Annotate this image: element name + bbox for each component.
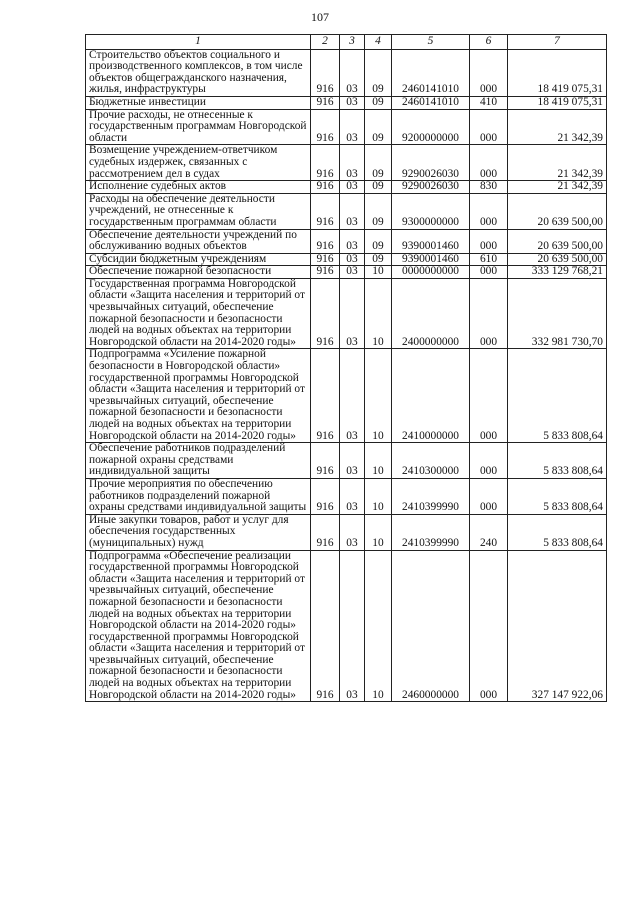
row-name-cell: Строительство объектов социального и производственного комплексов, в том числе объектов общегражданского назначения, жилья, инфраструктуры (86, 49, 311, 96)
row-c4-cell: 09 (365, 253, 392, 266)
row-c6-cell: 240 (470, 514, 508, 550)
table-row (86, 443, 607, 479)
table-row (86, 478, 607, 514)
row-c6-cell: 000 (470, 229, 508, 253)
row-name-cell: Бюджетные инвестиции (86, 96, 311, 109)
row-c5-cell: 0000000000 (392, 266, 470, 279)
table-row (86, 266, 607, 279)
row-c3-cell: 03 (340, 253, 365, 266)
row-name-cell: Прочие расходы, не отнесенные к государственным программам Новгородской области (86, 109, 311, 145)
row-c2-cell: 916 (311, 193, 340, 229)
row-c3-cell: 03 (340, 49, 365, 96)
row-c4-cell: 09 (365, 96, 392, 109)
header-row (86, 35, 607, 50)
row-c6-cell: 000 (470, 266, 508, 279)
row-c7-cell: 5 833 808,64 (508, 443, 607, 479)
row-c6-cell: 000 (470, 443, 508, 479)
row-c2-cell: 916 (311, 253, 340, 266)
row-c7-cell: 5 833 808,64 (508, 514, 607, 550)
column-header: 2 (311, 35, 340, 50)
row-c2-cell: 916 (311, 278, 340, 349)
column-header: 6 (470, 35, 508, 50)
row-c6-cell: 000 (470, 550, 508, 702)
row-c5-cell: 9300000000 (392, 193, 470, 229)
row-c7-cell: 20 639 500,00 (508, 193, 607, 229)
row-c7-cell: 5 833 808,64 (508, 349, 607, 443)
row-c7-cell: 5 833 808,64 (508, 478, 607, 514)
row-c2-cell: 916 (311, 478, 340, 514)
row-c2-cell: 916 (311, 229, 340, 253)
row-c3-cell: 03 (340, 443, 365, 479)
row-c4-cell: 10 (365, 266, 392, 279)
row-c4-cell: 09 (365, 109, 392, 145)
row-c6-cell: 000 (470, 145, 508, 181)
row-c3-cell: 03 (340, 193, 365, 229)
table-row (86, 349, 607, 443)
row-c5-cell: 2410399990 (392, 478, 470, 514)
row-c3-cell: 03 (340, 229, 365, 253)
row-c7-cell: 18 419 075,31 (508, 49, 607, 96)
row-c4-cell: 09 (365, 181, 392, 194)
table-row (86, 109, 607, 145)
row-c2-cell: 916 (311, 49, 340, 96)
row-c7-cell: 21 342,39 (508, 145, 607, 181)
column-header: 7 (508, 35, 607, 50)
row-c2-cell: 916 (311, 514, 340, 550)
row-c3-cell: 03 (340, 109, 365, 145)
row-name-cell: Подпрограмма «Усиление пожарной безопасности в Новгородской области» государственной программы Новгородской области «Защита населения и территорий от чрезвычайных ситуаций, обеспечение пожарной безопасности и безопасности людей на водных объектах на территории Новгородской области на 2014-2020 годы» (86, 349, 311, 443)
column-header: 3 (340, 35, 365, 50)
row-c2-cell: 916 (311, 181, 340, 194)
row-c5-cell: 2460141010 (392, 96, 470, 109)
row-c2-cell: 916 (311, 96, 340, 109)
row-c3-cell: 03 (340, 266, 365, 279)
row-c2-cell: 916 (311, 349, 340, 443)
row-c5-cell: 2460000000 (392, 550, 470, 702)
row-c3-cell: 03 (340, 349, 365, 443)
row-c6-cell: 000 (470, 478, 508, 514)
row-c6-cell: 410 (470, 96, 508, 109)
column-header: 5 (392, 35, 470, 50)
table-row (86, 514, 607, 550)
row-c6-cell: 830 (470, 181, 508, 194)
row-c5-cell: 2460141010 (392, 49, 470, 96)
table-row (86, 278, 607, 349)
row-c6-cell: 000 (470, 278, 508, 349)
row-c2-cell: 916 (311, 145, 340, 181)
row-name-cell: Иные закупки товаров, работ и услуг для обеспечения государственных (муниципальных) нужд (86, 514, 311, 550)
row-c3-cell: 03 (340, 478, 365, 514)
row-name-cell: Возмещение учреждением-ответчиком судебных издержек, связанных с рассмотрением дел в судах (86, 145, 311, 181)
table-row (86, 253, 607, 266)
table-row (86, 145, 607, 181)
row-c5-cell: 9200000000 (392, 109, 470, 145)
row-c6-cell: 610 (470, 253, 508, 266)
row-c3-cell: 03 (340, 278, 365, 349)
row-c7-cell: 332 981 730,70 (508, 278, 607, 349)
row-c4-cell: 10 (365, 278, 392, 349)
row-c2-cell: 916 (311, 443, 340, 479)
column-header: 4 (365, 35, 392, 50)
table-body (86, 49, 607, 702)
row-c7-cell: 21 342,39 (508, 109, 607, 145)
row-name-cell: Обеспечение деятельности учреждений по обслуживанию водных объектов (86, 229, 311, 253)
budget-table (85, 34, 607, 702)
row-c3-cell: 03 (340, 96, 365, 109)
row-c7-cell: 327 147 922,06 (508, 550, 607, 702)
row-c3-cell: 03 (340, 145, 365, 181)
row-name-cell: Прочие мероприятия по обеспечению работников подразделений пожарной охраны средствами индивидуальной защиты (86, 478, 311, 514)
row-name-cell: Обеспечение работников подразделений пожарной охраны средствами индивидуальной защиты (86, 443, 311, 479)
table-row (86, 96, 607, 109)
row-c7-cell: 20 639 500,00 (508, 253, 607, 266)
row-c5-cell: 2410399990 (392, 514, 470, 550)
row-c5-cell: 9390001460 (392, 253, 470, 266)
row-c4-cell: 09 (365, 193, 392, 229)
row-name-cell: Субсидии бюджетным учреждениям (86, 253, 311, 266)
row-c3-cell: 03 (340, 514, 365, 550)
row-c5-cell: 2410300000 (392, 443, 470, 479)
row-c2-cell: 916 (311, 266, 340, 279)
row-c4-cell: 10 (365, 478, 392, 514)
row-c5-cell: 9290026030 (392, 145, 470, 181)
row-c6-cell: 000 (470, 49, 508, 96)
row-c4-cell: 10 (365, 550, 392, 702)
row-c3-cell: 03 (340, 181, 365, 194)
row-c7-cell: 333 129 768,21 (508, 266, 607, 279)
row-c4-cell: 10 (365, 443, 392, 479)
row-name-cell: Расходы на обеспечение деятельности учреждений, не отнесенные к государственным программам области (86, 193, 311, 229)
row-c4-cell: 09 (365, 145, 392, 181)
table-row (86, 550, 607, 702)
row-c3-cell: 03 (340, 550, 365, 702)
row-c4-cell: 10 (365, 514, 392, 550)
row-c5-cell: 9390001460 (392, 229, 470, 253)
row-c7-cell: 18 419 075,31 (508, 96, 607, 109)
row-c6-cell: 000 (470, 349, 508, 443)
row-name-cell: Подпрограмма «Обеспечение реализации государственной программы Новгородской области «Защита населения и территорий от чрезвычайных ситуаций, обеспечение пожарной безопасности и безопасности людей на водных объектах на территории Новгородской области на 2014-2020 годы» государственной программы Новгородской области «Защита населения и территорий от чрезвычайных ситуаций, обеспечение пожарной безопасности и безопасности людей на водных объектах на территории Новгородской области на 2014-2020 годы» (86, 550, 311, 702)
row-c4-cell: 10 (365, 349, 392, 443)
table-row (86, 49, 607, 96)
row-c7-cell: 20 639 500,00 (508, 229, 607, 253)
row-name-cell: Обеспечение пожарной безопасности (86, 266, 311, 279)
row-c7-cell: 21 342,39 (508, 181, 607, 194)
row-c5-cell: 2410000000 (392, 349, 470, 443)
row-c4-cell: 09 (365, 49, 392, 96)
row-c6-cell: 000 (470, 109, 508, 145)
column-header: 1 (86, 35, 311, 50)
row-c6-cell: 000 (470, 193, 508, 229)
row-c2-cell: 916 (311, 550, 340, 702)
page-number: 107 (311, 10, 329, 24)
row-name-cell: Исполнение судебных актов (86, 181, 311, 194)
table-row (86, 193, 607, 229)
table-row (86, 229, 607, 253)
row-name-cell: Государственная программа Новгородской области «Защита населения и территорий от чрезвычайных ситуаций, обеспечение пожарной безопасности и безопасности людей на водных объектах на территории Новгородской области на 2014-2020 годы» (86, 278, 311, 349)
row-c5-cell: 2400000000 (392, 278, 470, 349)
row-c4-cell: 09 (365, 229, 392, 253)
table-row (86, 181, 607, 194)
row-c2-cell: 916 (311, 109, 340, 145)
row-c5-cell: 9290026030 (392, 181, 470, 194)
